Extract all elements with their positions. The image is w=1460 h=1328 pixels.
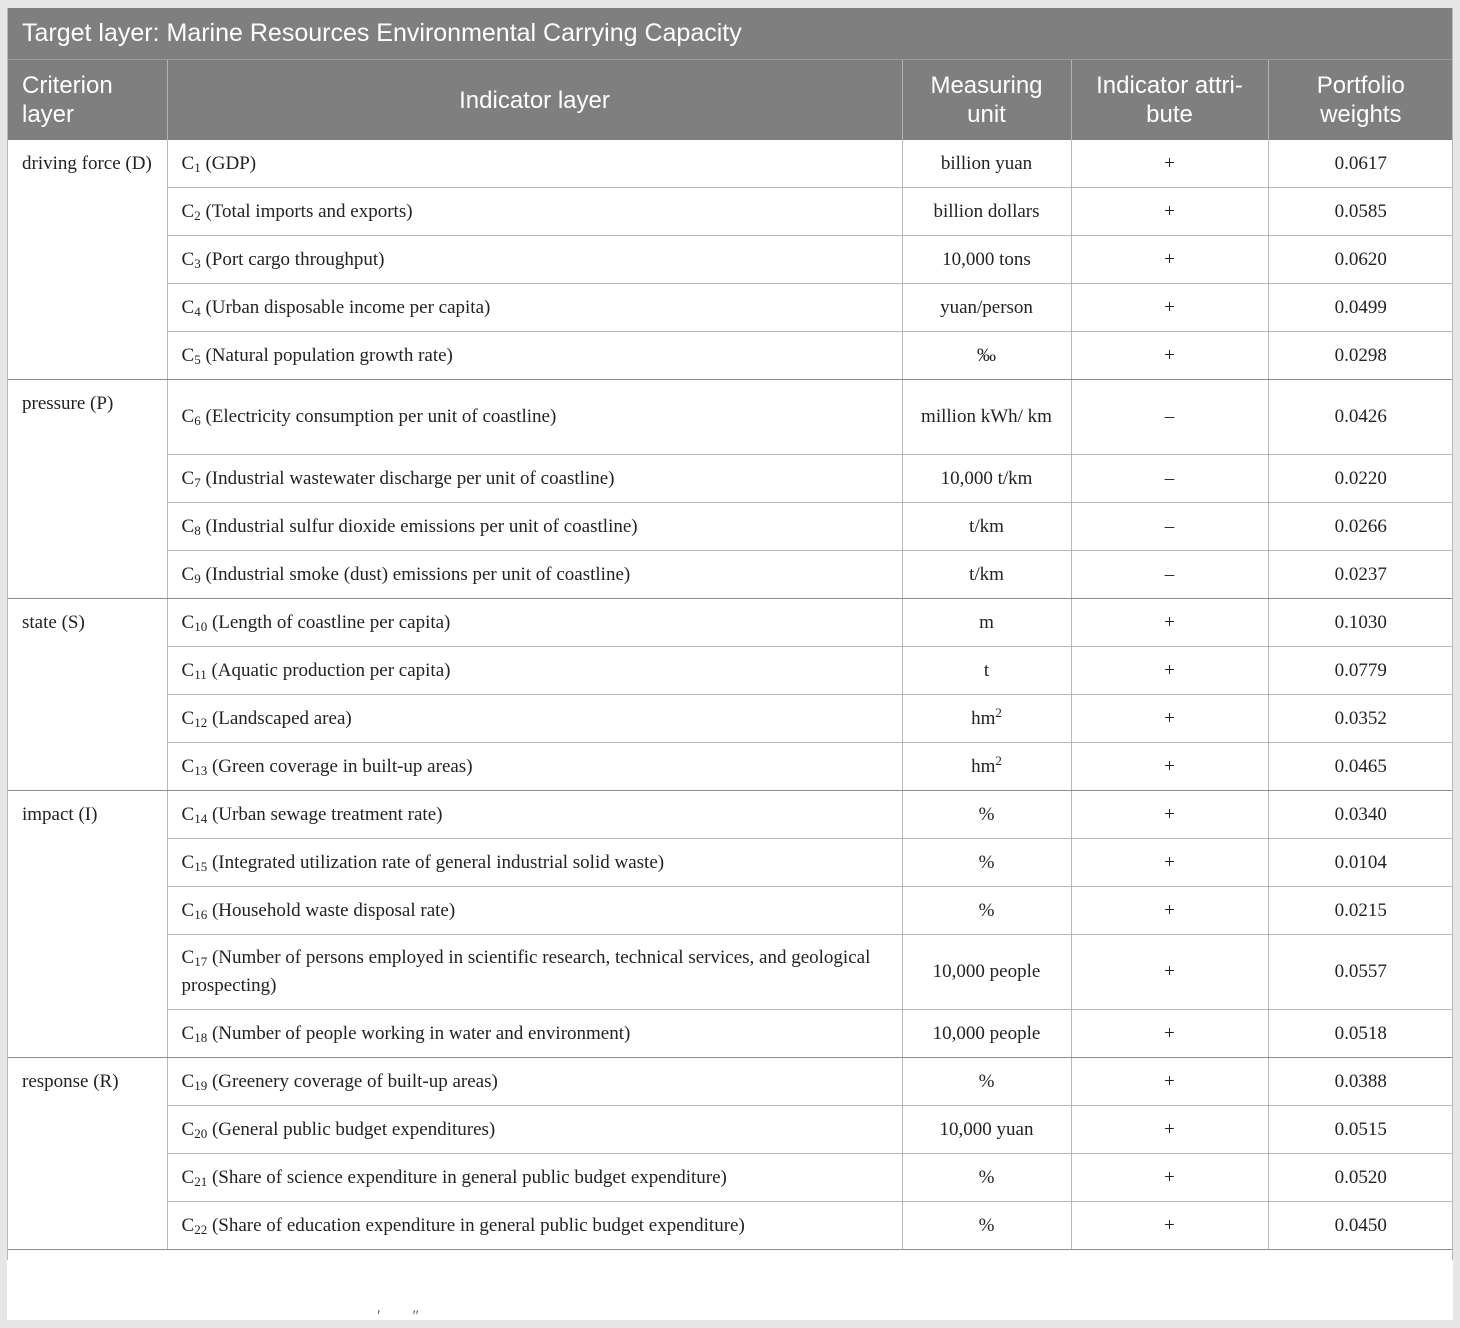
attribute-cell: + [1071,743,1268,791]
unit-cell [902,599,1071,647]
unit-text: % [978,851,995,873]
header-criterion: Criterion layer [7,60,167,141]
header-unit: Measuring unit [902,60,1071,141]
table-row [7,887,1453,935]
attribute-cell: + [1071,1106,1268,1154]
indicator-cell [167,1202,902,1250]
criterion-cell: response (R) [7,1058,167,1250]
indicator-cell [167,695,902,743]
indicator-name: (Integrated utilization rate of general industrial solid waste) [207,851,665,873]
weight-cell: 0.0266 [1268,503,1453,551]
indicator-cell [167,647,902,695]
weight-cell: 0.0465 [1268,743,1453,791]
indicator-index: 17 [194,954,208,969]
indicator-index: 10 [194,618,208,634]
indicator-name: (Electricity consumption per unit of coastline) [200,406,557,427]
indicator-cell [167,1106,902,1154]
unit-text: 10,000 t/km [940,467,1033,489]
weight-cell: 0.1030 [1268,599,1453,647]
indicator-name: (Natural population growth rate) [200,344,453,366]
weight-cell: 0.0104 [1268,839,1453,887]
unit-cell [902,236,1071,284]
table-row [7,236,1453,284]
unit-cell [902,455,1071,503]
indicator-prefix: C [181,851,195,873]
unit-text: yuan/person [940,296,1033,318]
attribute-cell: – [1071,380,1268,455]
indicator-prefix: C [181,755,195,777]
unit-exponent: 2 [995,704,1002,720]
table-row [7,599,1453,647]
weight-cell: 0.0557 [1268,935,1453,1010]
attribute-cell: + [1071,1010,1268,1058]
indicator-index: 6 [194,413,201,428]
indicator-name: (Port cargo throughput) [200,248,385,270]
indicator-cell [167,743,902,791]
table-row [7,1010,1453,1058]
header-weights: Portfolio weights [1268,60,1453,141]
weight-cell: 0.0426 [1268,380,1453,455]
criterion-cell: state (S) [7,599,167,791]
indicator-name: (Urban sewage treatment rate) [207,803,443,825]
table-row [7,140,1453,188]
unit-cell [902,503,1071,551]
indicator-name: (Total imports and exports) [200,200,413,222]
indicator-prefix: C [181,1022,195,1044]
indicator-prefix: C [181,406,195,427]
unit-text: ‰ [977,344,996,366]
indicator-prefix: C [181,899,195,921]
unit-text: 10,000 people [932,1022,1041,1044]
header-attribute: Indicator attri-bute [1071,60,1268,141]
table-row [7,1058,1453,1106]
weight-cell: 0.0617 [1268,140,1453,188]
indicator-cell [167,503,902,551]
indicator-name: (Number of persons employed in scientific research, technical services, and geological prospecting) [181,947,871,996]
indicator-cell [167,935,902,1010]
indicator-index: 4 [194,303,201,319]
table-row [7,551,1453,599]
weight-cell: 0.0450 [1268,1202,1453,1250]
weight-cell: 0.0215 [1268,887,1453,935]
table-row [7,935,1453,1010]
table-title: Target layer: Marine Resources Environmental Carrying Capacity [7,8,1453,60]
indicator-prefix: C [181,563,195,585]
attribute-cell: – [1071,503,1268,551]
indicator-index: 1 [194,159,201,175]
indicator-cell [167,839,902,887]
unit-cell [902,140,1071,188]
table-row [7,791,1453,839]
unit-cell [902,1010,1071,1058]
indicator-index: 12 [194,714,208,730]
indicator-cell [167,551,902,599]
indicator-name: (Industrial sulfur dioxide emissions per unit of coastline) [200,515,638,537]
weight-cell: 0.0388 [1268,1058,1453,1106]
attribute-cell: – [1071,455,1268,503]
table-body [7,140,1453,1250]
indicator-cell [167,887,902,935]
unit-cell [902,1058,1071,1106]
table-sheet [7,8,1453,1325]
indicator-index: 19 [194,1077,208,1093]
indicator-name: (Industrial smoke (dust) emissions per unit of coastline) [200,563,631,585]
indicator-prefix: C [181,200,195,222]
indicator-cell [167,791,902,839]
footer-marks: ′ ″ [377,1308,434,1325]
attribute-cell: + [1071,887,1268,935]
table-row [7,1106,1453,1154]
unit-exponent: 2 [995,752,1002,768]
indicator-cell [167,455,902,503]
indicator-index: 20 [194,1125,208,1141]
indicator-name: (General public budget expenditures) [207,1118,496,1140]
indicator-name: (Greenery coverage of built-up areas) [207,1070,498,1092]
unit-text: billion yuan [940,152,1033,174]
unit-text: 10,000 tons [942,248,1031,270]
attribute-cell: + [1071,140,1268,188]
indicator-index: 5 [194,351,201,367]
table-row [7,380,1453,455]
unit-text: t [983,659,990,681]
indicator-prefix: C [181,1166,195,1188]
indicator-prefix: C [181,947,195,968]
weight-cell: 0.0352 [1268,695,1453,743]
indicator-name: (Share of science expenditure in general public budget expenditure) [207,1166,727,1188]
right-border [1452,8,1453,1260]
attribute-cell: + [1071,1154,1268,1202]
indicator-cell [167,599,902,647]
indicator-prefix: C [181,515,195,537]
attribute-cell: + [1071,284,1268,332]
attribute-cell: – [1071,551,1268,599]
criterion-cell: impact (I) [7,791,167,1058]
indicator-name: (Share of education expenditure in general public budget expenditure) [207,1214,745,1236]
table-row [7,695,1453,743]
unit-text: t/km [969,563,1004,585]
unit-cell [902,188,1071,236]
indicator-name: (Green coverage in built-up areas) [207,755,473,777]
weight-cell: 0.0340 [1268,791,1453,839]
indicator-index: 11 [194,666,207,682]
unit-cell [902,284,1071,332]
header-indicator: Indicator layer [167,60,902,141]
indicator-name: (Household waste disposal rate) [207,899,456,921]
indicator-index: 18 [194,1029,208,1045]
unit-text: % [978,1166,995,1188]
indicator-name: (GDP) [200,152,257,174]
unit-cell [902,791,1071,839]
table-row [7,1202,1453,1250]
indicator-cell [167,1154,902,1202]
table-row [7,503,1453,551]
attribute-cell: + [1071,188,1268,236]
indicator-cell [167,1058,902,1106]
left-border [7,8,8,1260]
indicator-index: 8 [194,522,201,538]
indicator-index: 22 [194,1221,208,1237]
table-row [7,455,1453,503]
unit-cell [902,695,1071,743]
unit-cell [902,1106,1071,1154]
unit-text: 10,000 yuan [939,1118,1034,1140]
table-row [7,1154,1453,1202]
indicator-index: 13 [194,762,208,778]
unit-text: t/km [969,515,1004,537]
indicator-name: (Length of coastline per capita) [207,611,451,633]
unit-cell [902,551,1071,599]
weight-cell: 0.0518 [1268,1010,1453,1058]
indicator-cell [167,1010,902,1058]
indicator-prefix: C [181,467,195,489]
table-row [7,647,1453,695]
unit-text: % [978,899,995,921]
indicator-cell [167,380,902,455]
weight-cell: 0.0620 [1268,236,1453,284]
unit-cell [902,1154,1071,1202]
table-row [7,188,1453,236]
indicator-cell [167,140,902,188]
unit-cell [902,743,1071,791]
attribute-cell: + [1071,791,1268,839]
indicator-prefix: C [181,707,195,729]
unit-text: billion dollars [933,200,1040,222]
attribute-cell: + [1071,236,1268,284]
unit-text: hm [971,707,996,729]
indicator-prefix: C [181,1070,195,1092]
unit-cell [902,887,1071,935]
unit-text: hm [971,755,996,777]
indicator-prefix: C [181,1214,195,1236]
indicator-table [7,8,1453,1250]
attribute-cell: + [1071,647,1268,695]
attribute-cell: + [1071,1202,1268,1250]
attribute-cell: + [1071,935,1268,1010]
criterion-cell: pressure (P) [7,380,167,599]
indicator-prefix: C [181,152,195,174]
attribute-cell: + [1071,332,1268,380]
unit-cell [902,380,1071,455]
indicator-index: 14 [194,810,208,826]
unit-text: m [979,611,994,633]
unit-cell [902,647,1071,695]
indicator-cell [167,236,902,284]
indicator-index: 2 [194,207,201,223]
weight-cell: 0.0499 [1268,284,1453,332]
unit-text: % [978,1214,995,1236]
weight-cell: 0.0520 [1268,1154,1453,1202]
attribute-cell: + [1071,599,1268,647]
indicator-prefix: C [181,344,195,366]
unit-text: % [978,803,995,825]
indicator-name: (Industrial wastewater discharge per unit of coastline) [200,467,615,489]
indicator-cell [167,284,902,332]
unit-cell [902,839,1071,887]
indicator-cell [167,332,902,380]
unit-text: million kWh/ km [921,406,1052,427]
unit-cell [902,935,1071,1010]
indicator-index: 15 [194,858,208,874]
indicator-index: 7 [194,474,201,490]
unit-cell [902,332,1071,380]
table-row [7,839,1453,887]
unit-cell [902,1202,1071,1250]
weight-cell: 0.0237 [1268,551,1453,599]
indicator-prefix: C [181,1118,195,1140]
indicator-prefix: C [181,659,195,681]
indicator-cell [167,188,902,236]
indicator-prefix: C [181,296,195,318]
indicator-name: (Number of people working in water and environment) [207,1022,631,1044]
indicator-name: (Aquatic production per capita) [206,659,451,681]
indicator-index: 9 [194,570,201,586]
criterion-cell: driving force (D) [7,140,167,380]
weight-cell: 0.0220 [1268,455,1453,503]
indicator-name: (Urban disposable income per capita) [200,296,491,318]
unit-text: % [978,1070,995,1092]
indicator-name: (Landscaped area) [207,707,352,729]
indicator-index: 3 [194,255,201,271]
weight-cell: 0.0298 [1268,332,1453,380]
attribute-cell: + [1071,1058,1268,1106]
weight-cell: 0.0585 [1268,188,1453,236]
indicator-prefix: C [181,611,195,633]
attribute-cell: + [1071,839,1268,887]
indicator-index: 16 [194,906,208,922]
table-row [7,743,1453,791]
weight-cell: 0.0515 [1268,1106,1453,1154]
indicator-prefix: C [181,248,195,270]
table-row [7,284,1453,332]
table-row [7,332,1453,380]
indicator-index: 21 [194,1173,208,1189]
indicator-prefix: C [181,803,195,825]
unit-text: 10,000 people [932,961,1041,982]
weight-cell: 0.0779 [1268,647,1453,695]
attribute-cell: + [1071,695,1268,743]
